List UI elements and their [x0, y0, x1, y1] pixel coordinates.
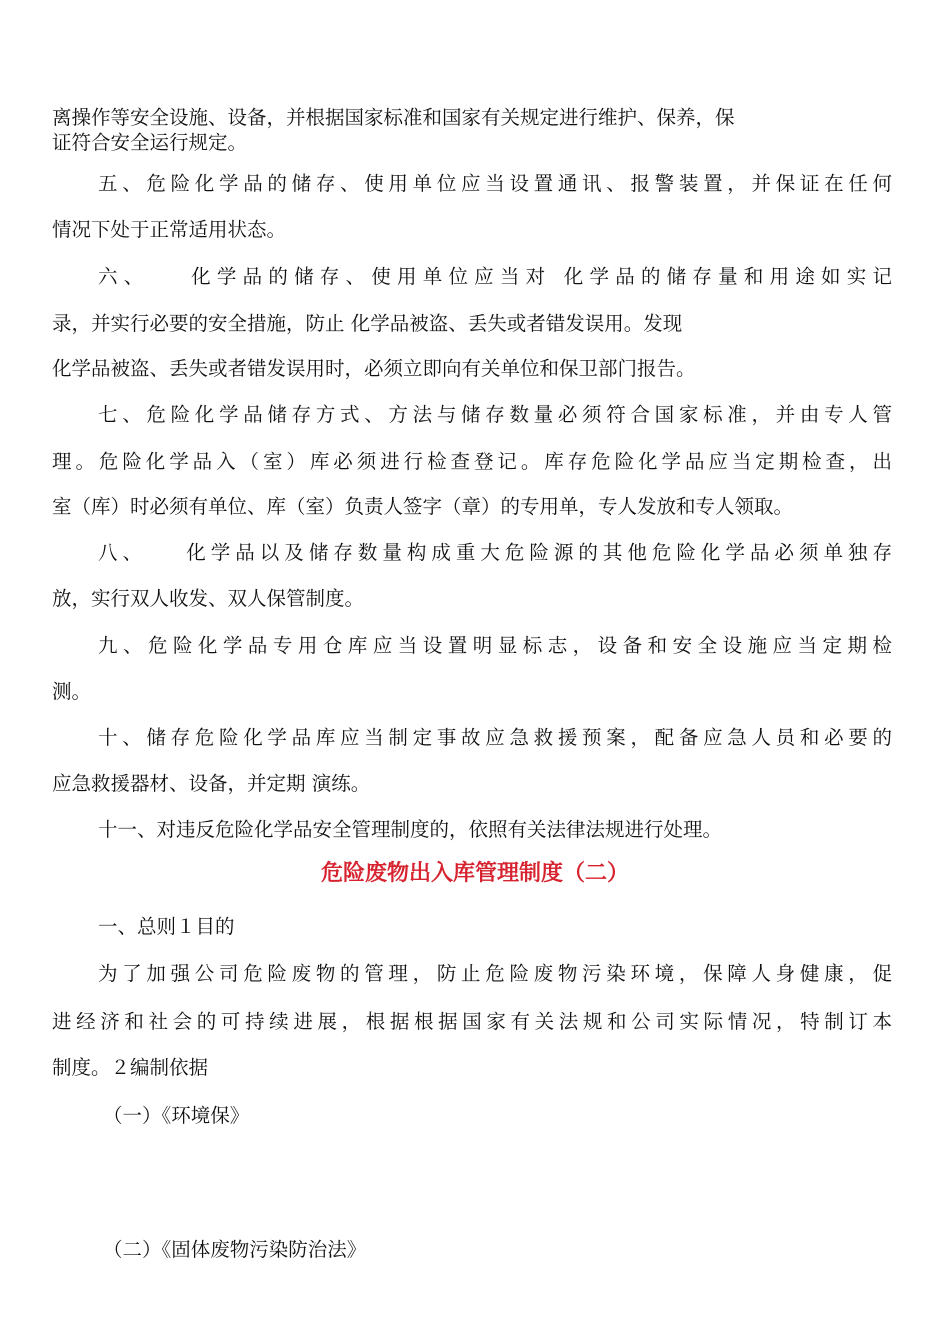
- clause-seven: 七、危险化学品储存方式、方法与储存数量必须符合国家标准，并由专人管: [98, 403, 892, 426]
- text-line: 制度。２编制依据: [52, 1056, 209, 1079]
- clause-ten: 十、储存危险化学品库应当制定事故应急救援预案，配备应急人员和必要的: [98, 726, 892, 749]
- text-line: 进经济和社会的可持续进展，根据根据国家有关法规和公司实际情况，特制订本: [52, 1010, 892, 1033]
- basis-item-2: （二）《固体废物污染防治法》: [103, 1238, 367, 1261]
- text-line: 理。危险化学品入（室）库必须进行检查登记。库存危险化学品应当定期检查，出: [52, 450, 892, 473]
- basis-item-1: （一）《环境保》: [103, 1104, 250, 1127]
- text-line: 测。: [52, 680, 92, 703]
- clause-nine: 九、危险化学品专用仓库应当设置明显标志，设备和安全设施应当定期检: [98, 634, 892, 657]
- purpose-paragraph: 为了加强公司危险废物的管理，防止危险废物污染环境，保障人身健康，促: [98, 962, 892, 985]
- clause-six: 六、 化学品的储存、使用单位应当对 化学品的储存量和用途如实记: [98, 265, 892, 288]
- text-line: 证符合安全运行规定。: [52, 131, 248, 154]
- clause-eleven: 十一、对违反危险化学品安全管理制度的，依照有关法律法规进行处理。: [98, 818, 723, 841]
- clause-five: 五、危险化学品的储存、使用单位应当设置通讯、报警装置，并保证在任何: [98, 172, 892, 195]
- text-line: 录，并实行必要的安全措施，防止 化学品被盗、丢失或者错发误用。发现: [52, 312, 683, 335]
- text-line: 情况下处于正常适用状态。: [52, 218, 287, 241]
- text-line: 室（库）时必须有单位、库（室）负责人签字（章）的专用单，专人发放和专人领取。: [52, 495, 794, 518]
- text-line: 放，实行双人收发、双人保管制度。: [52, 587, 365, 610]
- general-heading: 一、总则１目的: [98, 915, 235, 938]
- clause-eight: 八、 化学品以及储存数量构成重大危险源的其他危险化学品必须单独存: [98, 541, 892, 564]
- text-line: 应急救援器材、设备，并定期 演练。: [52, 772, 371, 795]
- text-line: 离操作等安全设施、设备，并根据国家标准和国家有关规定进行维护、保养，保: [52, 106, 735, 129]
- text-line: 化学品被盗、丢失或者错发误用时，必须立即向有关单位和保卫部门报告。: [52, 357, 696, 380]
- section-title: 危险废物出入库管理制度（二）: [320, 860, 629, 886]
